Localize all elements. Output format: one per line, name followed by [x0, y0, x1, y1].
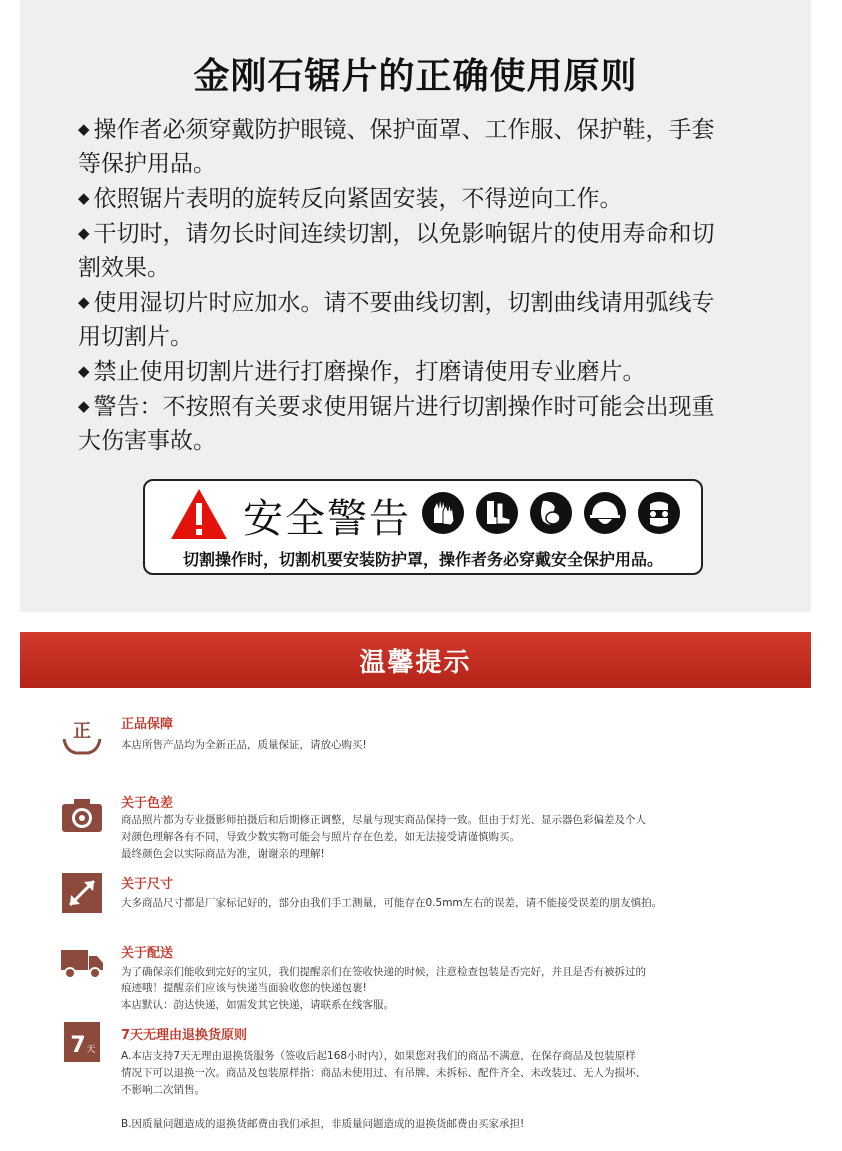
- tip-title: 7天无理由退换货原则: [121, 1028, 248, 1043]
- tip-title: 正品保障: [121, 717, 174, 732]
- rule-item: ◆ 干切时，请勿长时间连续切割，以免影响锯片的使用寿命和切 割效果。: [78, 221, 715, 281]
- tip-title: 关于尺寸: [121, 877, 174, 892]
- diamond-bullet-icon: ◆: [78, 293, 90, 311]
- banner-title: 温馨提示: [359, 648, 472, 678]
- diamond-bullet-icon: ◆: [78, 120, 90, 138]
- page-title: 金刚石锯片的正确使用原则: [193, 56, 638, 97]
- rule-item: ◆ 使用湿切片时应加水。请不要曲线切割，切割曲线请用弧线专 用切割片。: [78, 290, 715, 350]
- tip-title: 关于配送: [121, 946, 174, 961]
- usage-rules-panel: [20, 0, 811, 612]
- rule-item: ◆ 警告：不按照有关要求使用锯片进行切割操作时可能会出现重 大伤害事故。: [78, 394, 715, 454]
- diamond-bullet-icon: ◆: [78, 362, 90, 380]
- tips-banner: [20, 632, 811, 688]
- diamond-bullet-icon: ◆: [78, 189, 90, 207]
- helmet-icon: [583, 491, 627, 535]
- svg-text:正: 正: [73, 721, 91, 742]
- warning-title: 安全警告: [243, 496, 411, 542]
- truck-icon: [60, 940, 104, 984]
- tip-return-policy: 7 天 7天无理由退换货原则 A.本店支持7天无理由退换货服务（签收后起168小时内），如果您对我们的商品不满意，在保存商品及包装原样 情况下可以退换一次。商品及包装原样指：商品未使用过、有吊牌、未拆标、配件齐全、未改装过、无人为损坏、 不影响二次销售。 B.因质量问题造成的退换货邮费由我们承担，非质量问题造成的退换货邮费由买家承担!: [60, 1024, 760, 1134]
- tip-color: 关于色差 商品照片都为专业摄影师拍摄后和后期修正调整，尽量与现实商品保持一致。但由于灯光、显示器色彩偏差及个人 对颜色理解各有不同，导致少数实物可能会与照片存在色差，如无法接受请谨慎购买。 最终颜色会以实际商品为准，谢谢亲的理解!: [60, 792, 760, 862]
- tip-size: 关于尺寸 大多商品尺寸都是厂家标记好的，部分由我们手工测量，可能存在0.5mm左右的误差，请不能接受误差的朋友慎拍。: [60, 873, 760, 918]
- tip-title: 关于色差: [121, 796, 174, 811]
- seven-day-return-icon: [60, 1018, 104, 1066]
- boots-icon: [475, 491, 519, 535]
- gloves-icon: [421, 491, 465, 535]
- rule-item: ◆ 依照锯片表明的旋转反向紧固安装，不得逆向工作。: [78, 186, 623, 212]
- svg-text:天: 天: [86, 1045, 96, 1055]
- rule-item: ◆ 禁止使用切割片进行打磨操作，打磨请使用专业磨片。: [78, 359, 646, 385]
- warning-text: 切割操作时，切割机要安装防护罩，操作者务必穿戴安全保护用品。: [182, 550, 663, 569]
- tip-genuine: 正 正品保障 本店所售产品均为全新正品，质量保证，请放心购买!: [60, 713, 760, 763]
- warning-triangle-icon: [169, 487, 229, 541]
- genuine-hands-icon: [60, 713, 104, 757]
- svg-text:7: 7: [70, 1033, 86, 1058]
- face-mask-icon: [529, 491, 573, 535]
- diamond-bullet-icon: ◆: [78, 397, 90, 415]
- camera-icon: [60, 794, 104, 838]
- diamond-bullet-icon: ◆: [78, 224, 90, 242]
- resize-arrow-icon: [60, 871, 104, 915]
- rule-item: ◆ 操作者必须穿戴防护眼镜、保护面罩、工作服、保护鞋，手套 等保护用品。: [78, 117, 715, 177]
- goggles-icon: [637, 491, 681, 535]
- tip-delivery: 关于配送 为了确保亲们能收到完好的宝贝，我们提醒亲们在签收快递的时候，注意检查包装是否完好，并且是否有被拆过的 痕迹哦！提醒亲们应该与快递当面验收您的快递包裹! 本店默认：韵达快递，如需发其它快递，请联系在线客服。: [60, 942, 760, 1012]
- safety-warning-box: [143, 479, 703, 575]
- rules-list: [78, 112, 768, 458]
